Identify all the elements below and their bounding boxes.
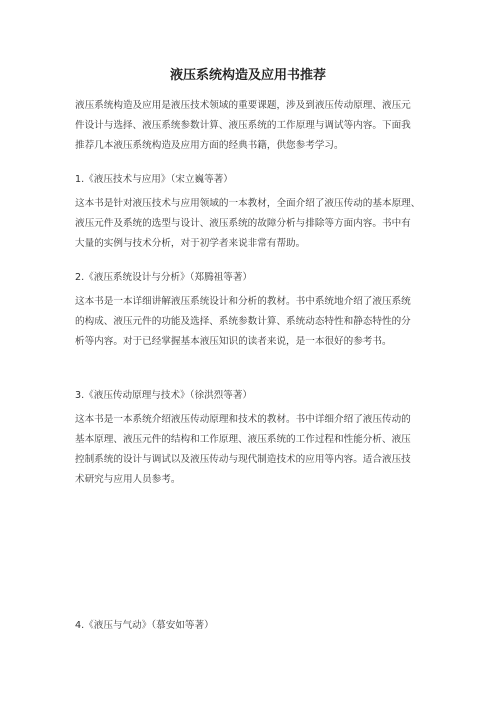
description-line: 的构成、液压元件的功能及选择、系统参数计算、系统动态特性和静态特性的分: [75, 316, 411, 327]
description-line: 控制系统的设计与调试以及液压传动与现代制造技术的应用等内容。适合液压技: [75, 454, 411, 465]
description-line: 基本原理、液压元件的结构和工作原理、液压系统的工作过程和性能分析、液压: [75, 434, 411, 445]
description-line: 这本书是针对液压技术与应用领域的一本教材，全面介绍了液压传动的基本原理、: [75, 198, 421, 209]
book-4-heading: 4.《液压与气动》（慕安如等著）: [75, 620, 214, 631]
book-1-description: [75, 194, 423, 254]
book-1-heading: 1.《液压技术与应用》（宋立巍等著）: [75, 174, 233, 185]
book-2-description: [75, 292, 423, 352]
book-3-description: [75, 410, 423, 490]
intro-line: 推荐几本液压系统构造及应用方面的经典书籍，供您参考学习。: [75, 140, 344, 151]
intro-paragraph: [75, 96, 423, 156]
description-line: 析等内容。对于已经掌握基本液压知识的读者来说，是一本很好的参考书。: [75, 336, 392, 347]
book-2-heading: 2.《液压系统设计与分析》（郑腾祖等著）: [75, 272, 253, 283]
description-line: 大量的实例与技术分析，对于初学者来说非常有帮助。: [75, 238, 306, 249]
description-line: 液压元件及系统的选型与设计、液压系统的故障分析与排除等方面内容。书中有: [75, 218, 411, 229]
book-3-heading: 3.《液压传动原理与技术》（徐洪烈等著）: [75, 390, 253, 401]
description-line: 这本书是一本详细讲解液压系统设计和分析的教材。书中系统地介绍了液压系统: [75, 296, 411, 307]
intro-line: 液压系统构造及应用是液压技术领域的重要课题，涉及到液压传动原理、液压元: [75, 100, 411, 111]
document-title: 液压系统构造及应用书推荐: [169, 68, 326, 83]
description-line: 术研究与应用人员参考。: [75, 474, 181, 485]
description-line: 这本书是一本系统介绍液压传动原理和技术的教材。书中详细介绍了液压传动的: [75, 414, 411, 425]
intro-line: 件设计与选择、液压系统参数计算、液压系统的工作原理与调试等内容。下面我: [75, 120, 411, 131]
